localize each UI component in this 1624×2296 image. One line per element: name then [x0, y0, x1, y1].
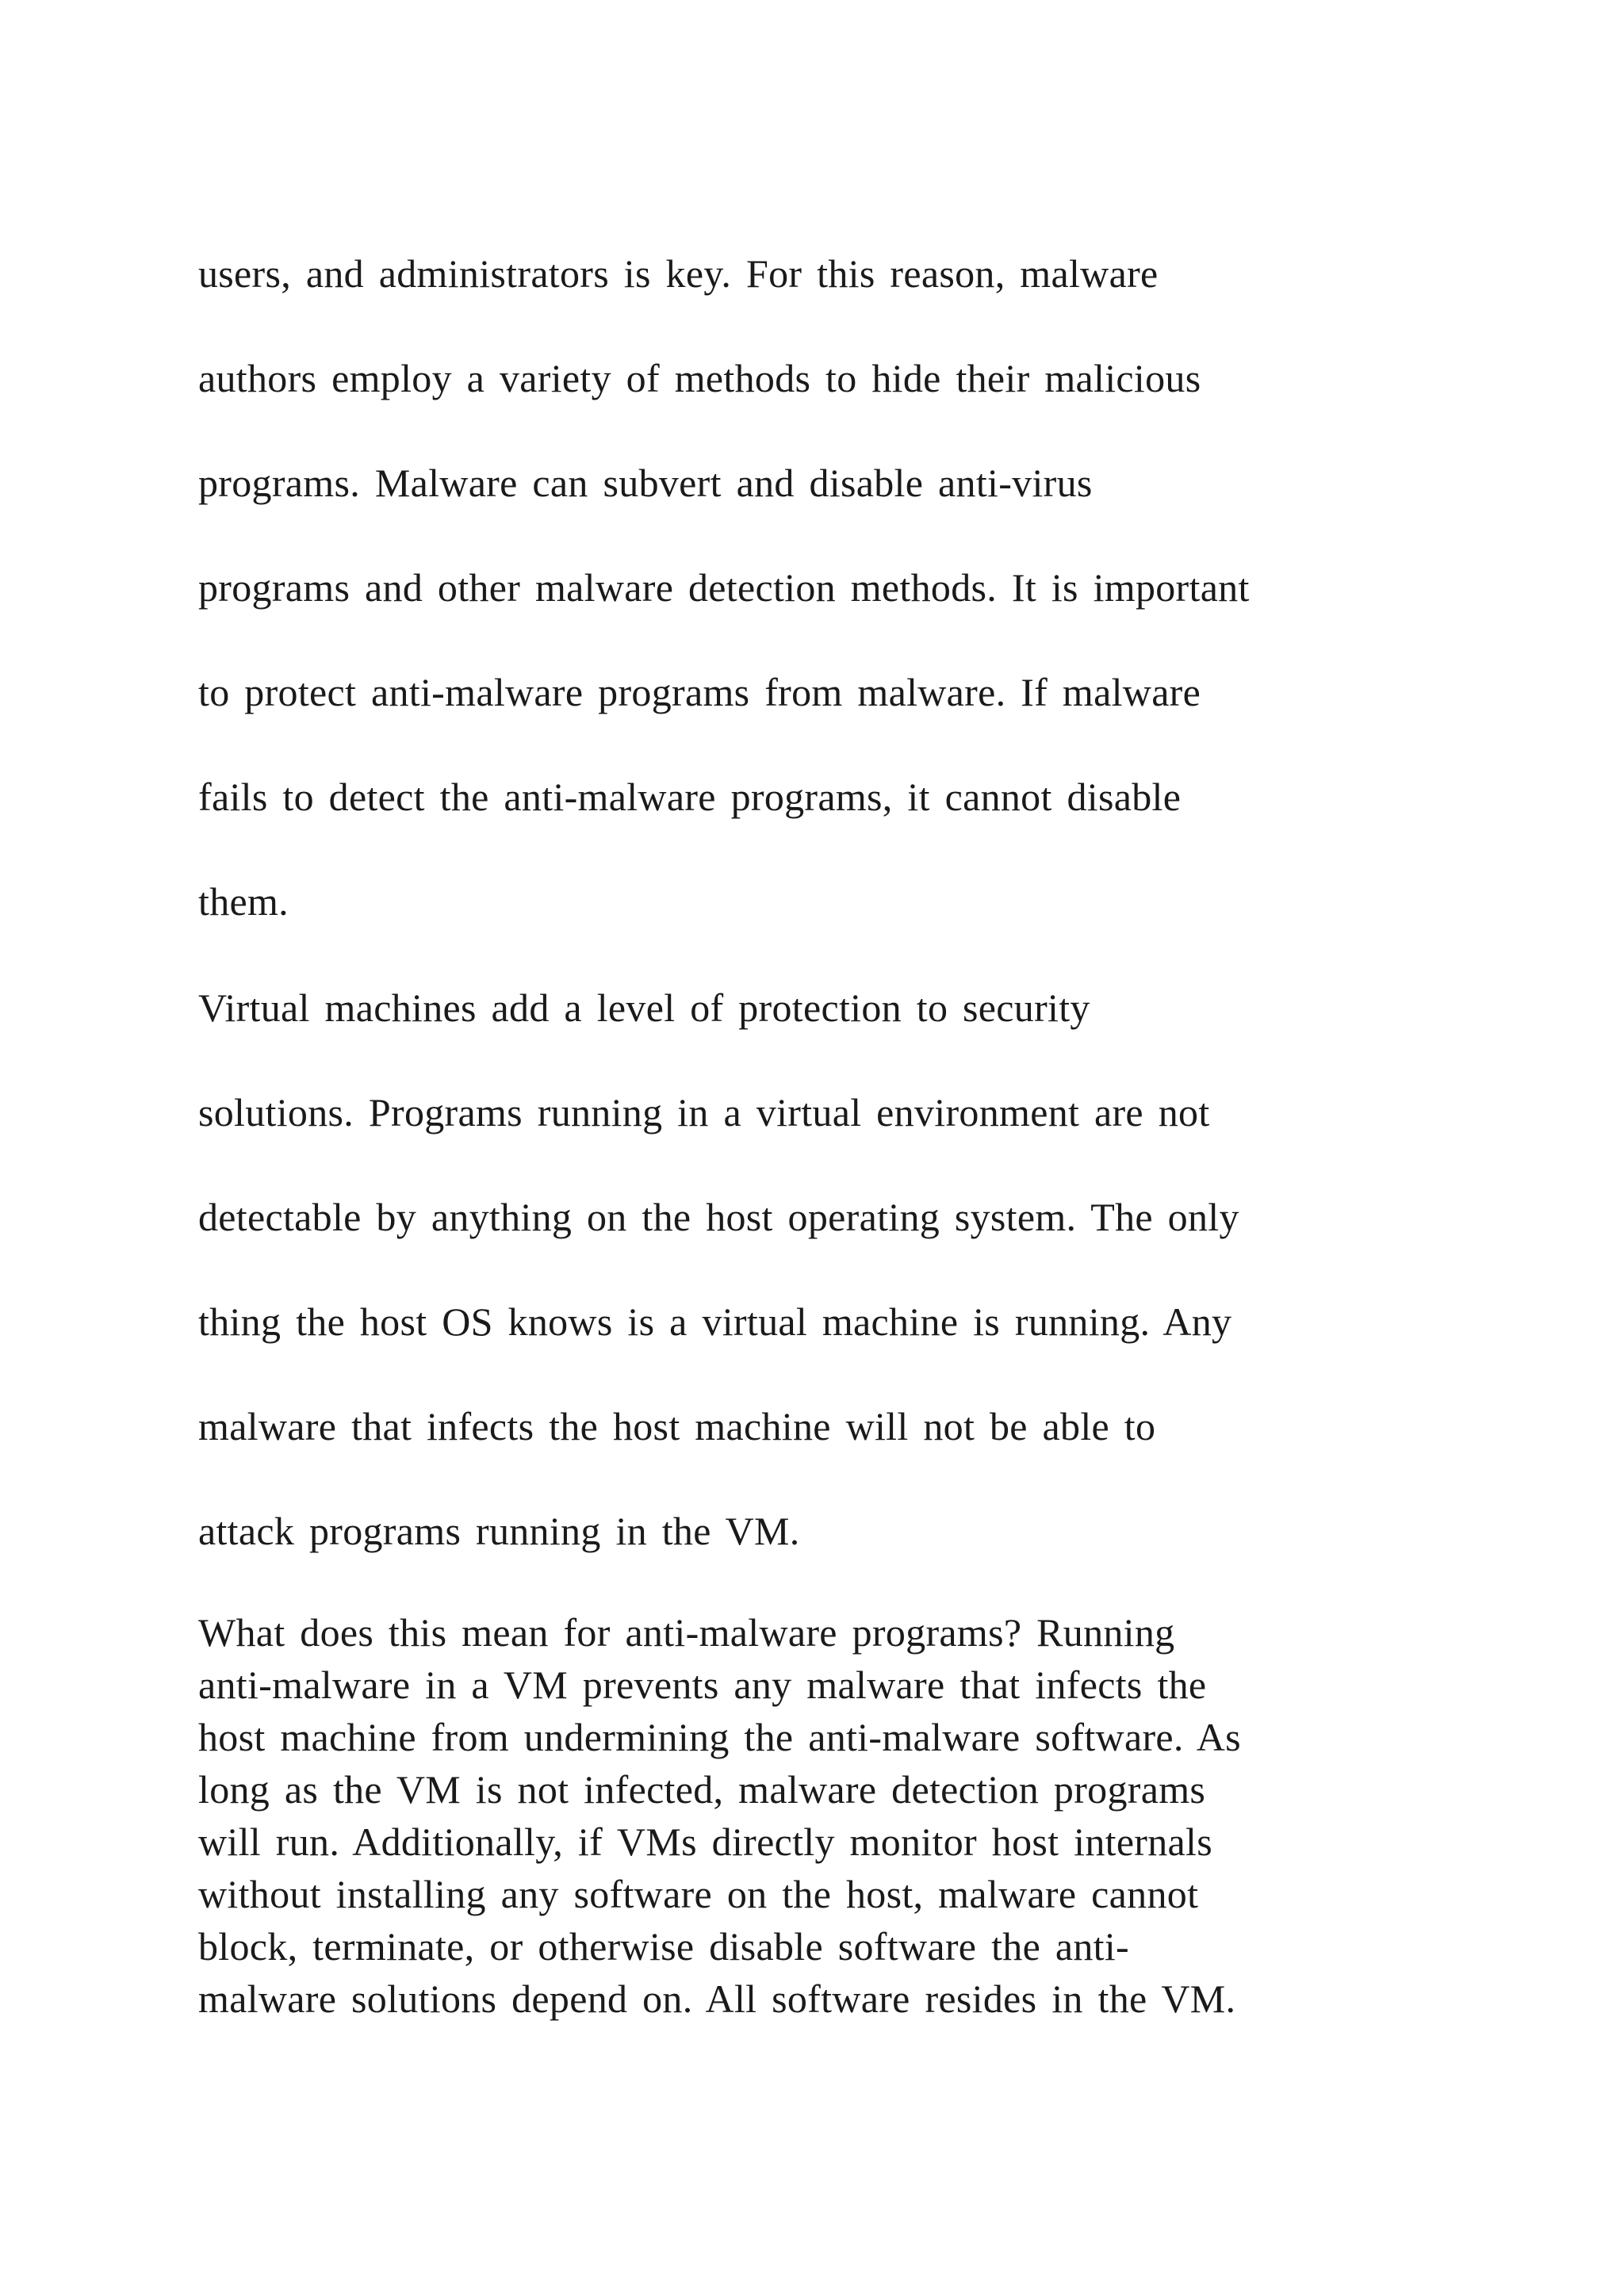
text-line: detectable by anything on the host operating system. The only: [198, 1195, 1239, 1239]
text-line: solutions. Programs running in a virtual environment are not: [198, 1090, 1210, 1135]
text-line: them.: [198, 879, 289, 924]
text-line: without installing any software on the host, malware cannot: [198, 1872, 1199, 1916]
text-line: malware that infects the host machine will not be able to: [198, 1404, 1156, 1448]
text-line: will run. Additionally, if VMs directly monitor host internals: [198, 1820, 1213, 1864]
text-line: anti-malware in a VM prevents any malware that infects the: [198, 1663, 1207, 1707]
text-line: authors employ a variety of methods to hide their malicious: [198, 356, 1201, 400]
text-line: host machine from undermining the anti-malware software. As: [198, 1715, 1241, 1759]
text-line: malware solutions depend on. All software resides in the VM.: [198, 1976, 1236, 2021]
text-line: thing the host OS knows is a virtual machine is running. Any: [198, 1299, 1232, 1344]
text-line: block, terminate, or otherwise disable software the anti-: [198, 1924, 1129, 1969]
text-line: programs. Malware can subvert and disable anti-virus: [198, 461, 1093, 505]
text-line: Virtual machines add a level of protection to security: [198, 985, 1090, 1030]
text-line: programs and other malware detection methods. It is important: [198, 565, 1250, 610]
text-line: long as the VM is not infected, malware detection programs: [198, 1767, 1206, 1812]
text-line: attack programs running in the VM.: [198, 1509, 800, 1553]
text-line: fails to detect the anti-malware programs, it cannot disable: [198, 775, 1182, 819]
text-line: users, and administrators is key. For this reason, malware: [198, 251, 1159, 296]
text-line: to protect anti-malware programs from malware. If malware: [198, 670, 1201, 714]
text-line: What does this mean for anti-malware programs? Running: [198, 1610, 1175, 1655]
